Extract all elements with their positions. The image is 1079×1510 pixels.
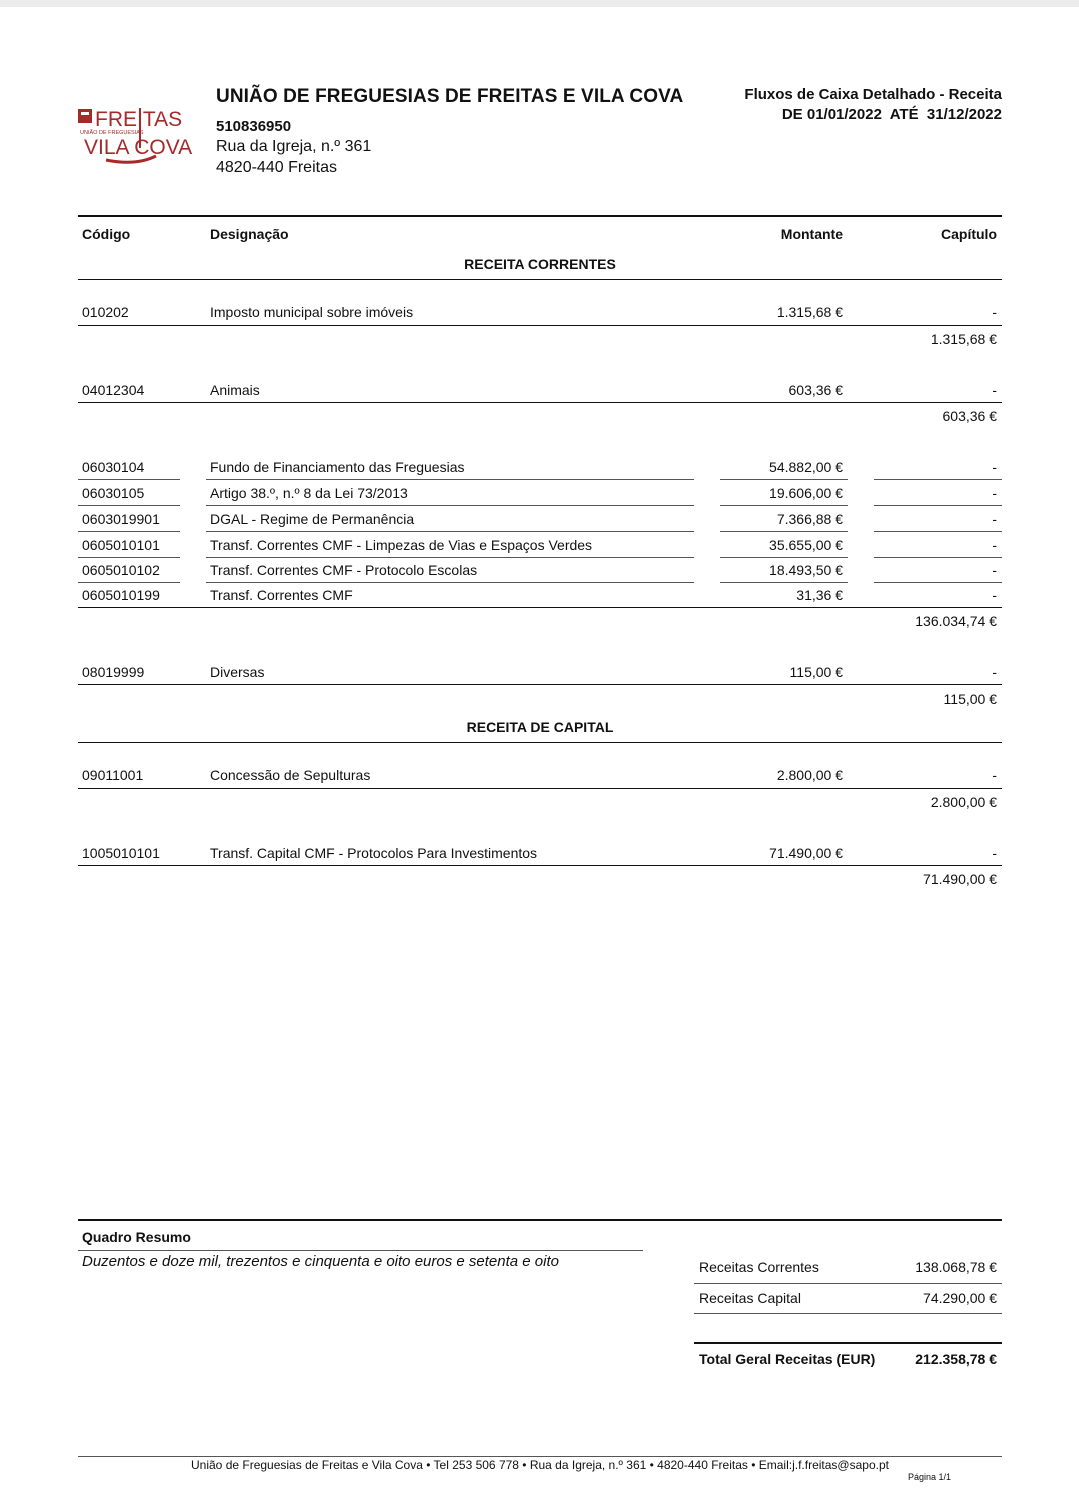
row-rule: [206, 582, 694, 583]
row-chapter: -: [992, 562, 997, 578]
row-code: 0603019901: [82, 511, 160, 527]
row-designation: Fundo de Financiamento das Freguesias: [210, 459, 465, 475]
row-rule: [78, 505, 180, 506]
group-subtotal: 136.034,74 €: [915, 613, 997, 629]
group-rule: [78, 607, 1002, 608]
row-designation: Animais: [210, 382, 260, 398]
group-rule: [78, 684, 1002, 685]
summary-title-rule: [78, 1250, 643, 1251]
group-rule: [78, 402, 1002, 403]
row-amount: 31,36 €: [796, 587, 843, 603]
summary-line-label: Receitas Correntes: [699, 1259, 819, 1275]
row-amount: 2.800,00 €: [776, 767, 843, 783]
row-code: 04012304: [82, 382, 145, 398]
address-line-2: 4820-440 Freitas: [216, 159, 337, 176]
row-rule: [874, 531, 1002, 532]
row-designation: Imposto municipal sobre imóveis: [210, 304, 414, 320]
row-rule: [78, 479, 180, 480]
row-chapter: -: [992, 664, 997, 680]
top-bar: [0, 0, 1079, 7]
group-subtotal: 603,36 €: [942, 408, 997, 424]
row-rule: [78, 531, 180, 532]
row-chapter: -: [992, 485, 997, 501]
row-rule: [206, 557, 694, 558]
row-rule: [720, 531, 848, 532]
tax-id: 510836950: [216, 118, 292, 135]
row-chapter: -: [992, 511, 997, 527]
page-number: Página 1/1: [907, 1472, 951, 1482]
amount-in-words: Duzentos e doze mil, trezentos e cinquenta e oito euros e setenta e oito: [82, 1253, 559, 1270]
summary-line-rule: [694, 1313, 1002, 1314]
footer-rule: [78, 1456, 1002, 1457]
footer-text: União de Freguesias de Freitas e Vila Cova • Tel 253 506 778 • Rua da Igreja, n.º 361 • 4820-440 Freitas • Email:j.f.freitas@sapo.pt: [191, 1458, 889, 1472]
row-designation: DGAL - Regime de Permanência: [210, 511, 415, 527]
organization-name: UNIÃO DE FREGUESIAS DE FREITAS E VILA COVA: [216, 86, 684, 107]
row-code: 06030105: [82, 485, 145, 501]
row-designation: Transf. Correntes CMF: [210, 587, 353, 603]
row-rule: [206, 479, 694, 480]
row-rule: [206, 531, 694, 532]
row-chapter: -: [992, 587, 997, 603]
row-rule: [78, 582, 180, 583]
section-rule: [78, 742, 1002, 743]
row-chapter: -: [992, 459, 997, 475]
row-amount: 7.366,88 €: [776, 511, 843, 527]
parish-logo: [76, 104, 208, 166]
row-designation: Transf. Capital CMF - Protocolos Para Investimentos: [210, 845, 538, 861]
row-rule: [720, 505, 848, 506]
row-rule: [720, 479, 848, 480]
group-rule: [78, 325, 1002, 326]
summary-line-rule: [694, 1283, 1002, 1284]
row-amount: 603,36 €: [788, 382, 843, 398]
group-subtotal: 2.800,00 €: [930, 794, 997, 810]
address-line-1: Rua da Igreja, n.º 361: [216, 138, 372, 155]
row-rule: [78, 557, 180, 558]
row-rule: [720, 557, 848, 558]
row-chapter: -: [992, 382, 997, 398]
row-designation: Transf. Correntes CMF - Limpezas de Vias e Espaços Verdes: [210, 537, 593, 553]
column-header-designation: Designação: [210, 226, 289, 242]
summary-top-rule: [78, 1219, 1002, 1221]
row-designation: Artigo 38.º, n.º 8 da Lei 73/2013: [210, 485, 408, 501]
row-code: 0605010199: [82, 587, 160, 603]
row-code: 0605010101: [82, 537, 160, 553]
group-rule: [78, 865, 1002, 866]
row-designation: Concessão de Sepulturas: [210, 767, 371, 783]
row-amount: 35.655,00 €: [769, 537, 843, 553]
row-amount: 18.493,50 €: [769, 562, 843, 578]
section-title: RECEITA CORRENTES: [464, 256, 616, 272]
column-header-chapter: Capítulo: [941, 226, 997, 242]
total-label: Total Geral Receitas (EUR): [699, 1351, 876, 1367]
row-chapter: -: [992, 304, 997, 320]
row-rule: [874, 582, 1002, 583]
group-subtotal: 71.490,00 €: [923, 871, 997, 887]
row-amount: 115,00 €: [789, 664, 843, 680]
table-top-rule: [78, 215, 1002, 217]
row-code: 06030104: [82, 459, 145, 475]
row-rule: [874, 479, 1002, 480]
report-period: DE 01/01/2022 ATÉ 31/12/2022: [781, 106, 1002, 123]
report-title: Fluxos de Caixa Detalhado - Receita: [744, 86, 1002, 103]
logo-text-bottom: VILA COVA: [84, 136, 193, 159]
row-rule: [874, 505, 1002, 506]
total-value: 212.358,78 €: [915, 1351, 997, 1367]
row-designation: Transf. Correntes CMF - Protocolo Escolas: [210, 562, 478, 578]
logo-text-small: UNIÃO DE FREGUESIAS: [80, 130, 144, 136]
summary-title: Quadro Resumo: [82, 1229, 191, 1245]
summary-line-value: 138.068,78 €: [915, 1259, 997, 1275]
row-code: 0605010102: [82, 562, 160, 578]
row-amount: 19.606,00 €: [769, 485, 843, 501]
row-rule: [874, 557, 1002, 558]
group-subtotal: 115,00 €: [943, 691, 997, 707]
row-amount: 54.882,00 €: [769, 459, 843, 475]
column-header-amount: Montante: [780, 226, 843, 242]
row-code: 010202: [82, 304, 129, 320]
row-amount: 1.315,68 €: [776, 304, 843, 320]
row-chapter: -: [992, 767, 997, 783]
row-code: 08019999: [82, 664, 145, 680]
row-rule: [720, 582, 848, 583]
total-rule: [694, 1342, 1002, 1344]
row-amount: 71.490,00 €: [769, 845, 843, 861]
row-chapter: -: [992, 845, 997, 861]
row-code: 09011001: [82, 767, 144, 783]
summary-line-value: 74.290,00 €: [923, 1290, 997, 1306]
section-title: RECEITA DE CAPITAL: [466, 719, 614, 735]
group-rule: [78, 788, 1002, 789]
row-rule: [206, 505, 694, 506]
row-chapter: -: [992, 537, 997, 553]
logo-text-top: FREITAS: [95, 108, 183, 131]
group-subtotal: 1.315,68 €: [930, 331, 997, 347]
column-header-code: Código: [82, 226, 131, 242]
row-code: 1005010101: [82, 845, 160, 861]
section-rule: [78, 279, 1002, 280]
row-designation: Diversas: [210, 664, 265, 680]
summary-line-label: Receitas Capital: [699, 1290, 801, 1306]
